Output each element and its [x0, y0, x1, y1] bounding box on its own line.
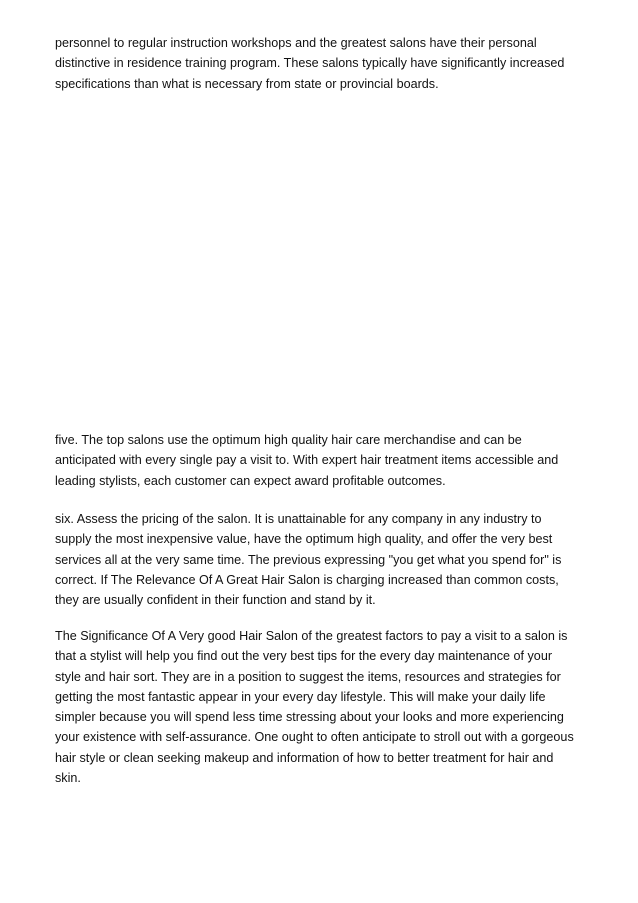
- text-line: personnel to regular instruction workshops and the greatest salons have their personal: [55, 36, 537, 50]
- text-line: five. The top salons use the optimum high quality hair care merchandise and can be: [55, 433, 522, 447]
- text-line: services all at the very same time. The previous expressing "you get what you spend for" is: [55, 552, 562, 567]
- text-line: your existence with self-assurance. One ought to often anticipate to stroll out with a gorgeous: [55, 730, 574, 745]
- text-line: distinctive in residence training program. These salons typically have significantly increased: [55, 56, 565, 71]
- paragraph-training-programs: [55, 33, 585, 94]
- text-line: simpler because you will spend less time stressing about your looks and more experiencing: [55, 710, 564, 725]
- text-line: style and hair sort. They are in a position to suggest the items, resources and strategies for: [55, 669, 561, 684]
- text-line: skin.: [55, 771, 81, 786]
- text-line: leading stylists, each customer can expect award profitable outcomes.: [55, 473, 446, 488]
- text-line: correct. If The Relevance Of A Great Hair Salon is charging increased than common costs,: [55, 572, 559, 587]
- text-line: they are usually confident in their function and stand by it.: [55, 593, 376, 608]
- text-line: hair style or clean seeking makeup and information of how to better treatment for hair and: [55, 750, 554, 765]
- paragraph-significance: [55, 626, 585, 788]
- text-line: six. Assess the pricing of the salon. It is unattainable for any company in any industry to: [55, 512, 542, 526]
- text-line: anticipated with every single pay a visit to. With expert hair treatment items accessible and: [55, 453, 559, 468]
- text-line: that a stylist will help you find out the very best tips for the every day maintenance of your: [55, 649, 553, 664]
- text-line: The Significance Of A Very good Hair Salon of the greatest factors to pay a visit to a salon is: [55, 629, 568, 643]
- text-line: getting the most fantastic appear in your every day lifestyle. This will make your daily life: [55, 689, 546, 704]
- paragraph-point-five: [55, 430, 585, 491]
- text-line: specifications than what is necessary from state or provincial boards.: [55, 76, 439, 91]
- paragraph-point-six: [55, 509, 585, 610]
- text-line: supply the most inexpensive value, have the optimum high quality, and offer the very best: [55, 532, 553, 547]
